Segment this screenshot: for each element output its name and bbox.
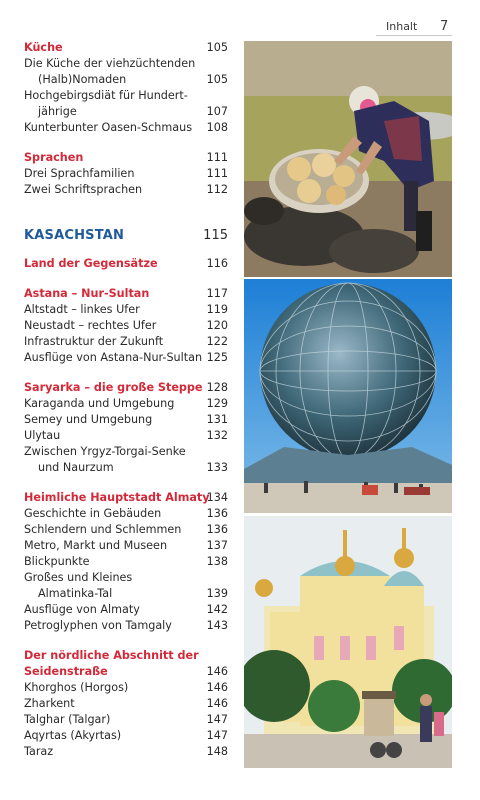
toc-entry-title: Talghar (Talgar) <box>24 713 111 726</box>
table-of-contents <box>24 40 234 760</box>
toc-entry-page: 115 <box>203 228 228 243</box>
toc-entry-infrastruktur-der-zukunft[interactable] <box>24 334 234 350</box>
toc-sub-halb-nomaden[interactable] <box>24 72 234 88</box>
toc-head-seidenstraße[interactable] <box>24 664 234 680</box>
toc-entry-page: 111 <box>206 151 228 164</box>
toc-entry-title: Blickpunkte <box>24 555 90 568</box>
toc-entry-title: Die Küche der viehzüchtenden <box>24 57 196 70</box>
toc-entry-title: Der nördliche Abschnitt der <box>24 649 199 662</box>
toc-entry-ausflüge-von-astana-nur-sultan[interactable] <box>24 350 234 366</box>
toc-entry-title: Khorghos (Horgos) <box>24 681 129 694</box>
toc-entry-page: 147 <box>206 729 228 742</box>
toc-entry-semey-und-umgebung[interactable] <box>24 412 234 428</box>
toc-spacer <box>24 366 234 380</box>
toc-entry-ulytau[interactable] <box>24 428 234 444</box>
toc-head-sprachen[interactable] <box>24 150 234 166</box>
toc-entry-taraz[interactable] <box>24 744 234 760</box>
toc-entry-die-küche-der-viehzüchtenden[interactable] <box>24 56 234 72</box>
toc-entry-title: Infrastruktur der Zukunft <box>24 335 164 348</box>
toc-spacer <box>24 198 234 212</box>
toc-entry-title: Küche <box>24 41 63 54</box>
toc-entry-page: 142 <box>206 603 228 616</box>
toc-entry-page: 111 <box>206 167 228 180</box>
toc-entry-title: jährige <box>38 105 77 118</box>
toc-sub-und-naurzum[interactable] <box>24 460 234 476</box>
toc-sub-jährige[interactable] <box>24 104 234 120</box>
toc-entry-talghar-talgar[interactable] <box>24 712 234 728</box>
toc-head-saryarka-die-große-steppe[interactable] <box>24 380 234 396</box>
toc-spacer <box>24 212 234 226</box>
toc-entry-petroglyphen-von-tamgaly[interactable] <box>24 618 234 634</box>
toc-entry-page: 137 <box>206 539 228 552</box>
toc-entry-page: 128 <box>206 381 228 394</box>
toc-head-heimliche-hauptstadt-almaty[interactable] <box>24 490 234 506</box>
toc-entry-schlendern-und-schlemmen[interactable] <box>24 522 234 538</box>
toc-entry-page: 131 <box>206 413 228 426</box>
toc-entry-page: 136 <box>206 507 228 520</box>
toc-head-astana-nur-sultan[interactable] <box>24 286 234 302</box>
toc-entry-ausflüge-von-almaty[interactable] <box>24 602 234 618</box>
header-divider <box>376 35 452 36</box>
toc-entry-title: Astana – Nur-Sultan <box>24 287 150 300</box>
toc-entry-neustadt-rechtes-ufer[interactable] <box>24 318 234 334</box>
toc-entry-title: Zharkent <box>24 697 75 710</box>
toc-entry-title: Sprachen <box>24 151 84 164</box>
toc-entry-page: 146 <box>206 681 228 694</box>
toc-entry-page: 132 <box>206 429 228 442</box>
toc-entry-title: (Halb)Nomaden <box>38 73 127 86</box>
photo-bread-baking <box>244 41 452 277</box>
page-number: 7 <box>440 19 449 34</box>
toc-head-küche[interactable] <box>24 40 234 56</box>
toc-entry-page: 129 <box>206 397 228 410</box>
toc-entry-hochgebirgsdiät-für-hundert[interactable] <box>24 88 234 104</box>
toc-entry-zwischen-yrgyz-torgai-senke[interactable] <box>24 444 234 460</box>
toc-entry-title: Land der Gegensätze <box>24 257 158 270</box>
toc-entry-title: Altstadt – linkes Ufer <box>24 303 140 316</box>
toc-entry-großes-und-kleines[interactable] <box>24 570 234 586</box>
toc-country-kasachstan[interactable] <box>24 226 234 246</box>
toc-spacer <box>24 272 234 286</box>
toc-entry-title: Neustadt – rechtes Ufer <box>24 319 157 332</box>
toc-entry-page: 108 <box>206 121 228 134</box>
toc-spacer <box>24 246 234 256</box>
toc-entry-page: 148 <box>206 745 228 758</box>
toc-entry-page: 146 <box>206 697 228 710</box>
toc-entry-page: 117 <box>206 287 228 300</box>
toc-entry-geschichte-in-gebäuden[interactable] <box>24 506 234 522</box>
toc-entry-title: Ulytau <box>24 429 61 442</box>
toc-spacer <box>24 476 234 490</box>
toc-entry-title: Drei Sprachfamilien <box>24 167 135 180</box>
photo-cathedral-almaty <box>244 516 452 768</box>
toc-entry-title: und Naurzum <box>38 461 114 474</box>
toc-entry-page: 138 <box>206 555 228 568</box>
toc-entry-page: 147 <box>206 713 228 726</box>
toc-spacer <box>24 634 234 648</box>
toc-entry-title: Aqyrtas (Akyrtas) <box>24 729 122 742</box>
toc-entry-title: Ausflüge von Astana-Nur-Sultan <box>24 351 203 364</box>
toc-entry-aqyrtas-akyrtas[interactable] <box>24 728 234 744</box>
toc-entry-title: Heimliche Hauptstadt Almaty <box>24 491 210 504</box>
toc-entry-title: Petroglyphen von Tamgaly <box>24 619 172 632</box>
toc-entry-title: Kunterbunter Oasen-Schmaus <box>24 121 193 134</box>
toc-entry-page: 119 <box>206 303 228 316</box>
toc-entry-page: 107 <box>206 105 228 118</box>
toc-entry-karaganda-und-umgebung[interactable] <box>24 396 234 412</box>
toc-entry-zharkent[interactable] <box>24 696 234 712</box>
toc-entry-title: Schlendern und Schlemmen <box>24 523 182 536</box>
toc-entry-page: 112 <box>206 183 228 196</box>
toc-entry-title: Zwei Schriftsprachen <box>24 183 143 196</box>
toc-entry-page: 143 <box>206 619 228 632</box>
toc-entry-title: Geschichte in Gebäuden <box>24 507 162 520</box>
toc-entry-drei-sprachfamilien[interactable] <box>24 166 234 182</box>
toc-entry-blickpunkte[interactable] <box>24 554 234 570</box>
toc-entry-title: Großes und Kleines <box>24 571 133 584</box>
toc-entry-page: 105 <box>206 41 228 54</box>
photo-nur-alem-sphere <box>244 279 452 513</box>
toc-entry-page: 133 <box>206 461 228 474</box>
toc-entry-title: Seidenstraße <box>24 665 108 678</box>
toc-entry-page: 146 <box>206 665 228 678</box>
toc-entry-title: Almatinka-Tal <box>38 587 113 600</box>
toc-entry-metro-markt-und-museen[interactable] <box>24 538 234 554</box>
toc-entry-zwei-schriftsprachen[interactable] <box>24 182 234 198</box>
page-header <box>0 0 480 40</box>
toc-head-land-der-gegensätze[interactable] <box>24 256 234 272</box>
toc-entry-title: Hochgebirgsdiät für Hundert- <box>24 89 188 102</box>
toc-spacer <box>24 136 234 150</box>
toc-entry-page: 116 <box>206 257 228 270</box>
toc-sub-almatinka-tal[interactable] <box>24 586 234 602</box>
toc-head-der-nördliche-abschnitt-der[interactable] <box>24 648 234 664</box>
toc-entry-title: Karaganda und Umgebung <box>24 397 175 410</box>
toc-entry-altstadt-linkes-ufer[interactable] <box>24 302 234 318</box>
toc-entry-page: 120 <box>206 319 228 332</box>
section-title: Inhalt <box>386 20 418 33</box>
toc-entry-khorghos-horgos[interactable] <box>24 680 234 696</box>
toc-entry-title: KASACHSTAN <box>24 228 125 243</box>
toc-entry-title: Taraz <box>24 745 54 758</box>
toc-entry-title: Semey und Umgebung <box>24 413 153 426</box>
toc-entry-title: Zwischen Yrgyz-Torgai-Senke <box>24 445 186 458</box>
toc-entry-kunterbunter-oasen-schmaus[interactable] <box>24 120 234 136</box>
toc-entry-page: 139 <box>206 587 228 600</box>
toc-entry-title: Metro, Markt und Museen <box>24 539 168 552</box>
toc-entry-page: 105 <box>206 73 228 86</box>
toc-entry-title: Saryarka – die große Steppe <box>24 381 203 394</box>
toc-entry-page: 134 <box>206 491 228 504</box>
toc-entry-title: Ausflüge von Almaty <box>24 603 140 616</box>
toc-entry-page: 122 <box>206 335 228 348</box>
toc-entry-page: 125 <box>206 351 228 364</box>
toc-entry-page: 136 <box>206 523 228 536</box>
